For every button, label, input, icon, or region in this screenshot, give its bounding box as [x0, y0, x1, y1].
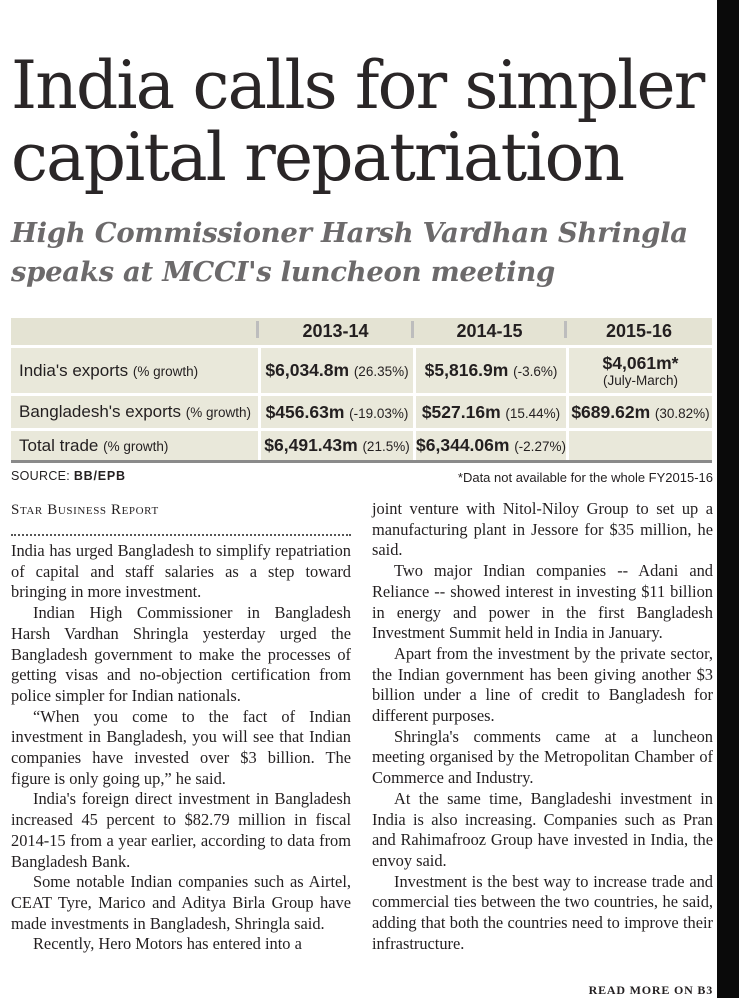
paragraph: At the same time, Bangladeshi investment in India is also increasing. Companies such as Pran and Rahimafrooz Group have invested in India, the envoy said. — [372, 788, 713, 870]
table-row — [11, 393, 712, 428]
table-header-row — [11, 318, 712, 345]
paragraph: “When you come to the fact of Indian investment in Bangladesh, you will see that Indian companies have invested over $3 billion. The figure is only going up,” he said. — [11, 706, 351, 788]
paragraph: Apart from the investment by the private sector, the Indian government has been giving another $3 billion under a line of credit to Bangladesh for different purposes. — [372, 643, 713, 726]
table-footnote: *Data not available for the whole FY2015-16 — [457, 470, 713, 485]
read-more-link[interactable]: READ MORE ON B3 — [588, 983, 713, 997]
source-credit: SOURCE: BB/EPB — [11, 469, 126, 483]
paragraph: Some notable Indian companies such as Airtel, CEAT Tyre, Marico and Aditya Birla Group have made investments in Bangladesh, Shringla said. — [11, 872, 351, 933]
table-cell: $5,816.9m (-3.6%) — [413, 345, 566, 393]
headline: India calls for simpler capital repatriation — [11, 47, 704, 196]
table-cell — [566, 428, 712, 460]
paragraph: Two major Indian companies -- Adani and Reliance -- showed interest in investing $11 billion in energy and power in the first Bangladesh Investment Summit held in India in January. — [372, 561, 713, 643]
paragraph: Investment is the best way to increase trade and commercial ties between the two countries, he said, adding that both the countries need to improve their infrastructure. — [372, 871, 713, 953]
paragraph: India's foreign direct investment in Bangladesh increased 45 percent to $82.79 million in fiscal 2014-15 from a year earlier, according to data from Bangladesh Bank. — [11, 789, 351, 871]
subheadline: High Commissioner Harsh Vardhan Shringla speaks at MCCI's luncheon meeting — [11, 217, 688, 288]
table-cell: $6,034.8m (26.35%) — [258, 345, 413, 393]
row-label: Bangladesh's exports (% growth) — [11, 393, 258, 428]
table-cell: $456.63m (-19.03%) — [258, 393, 413, 428]
row-label: India's exports (% growth) — [11, 345, 258, 393]
table-cell: $6,344.06m (-2.27%) — [413, 428, 566, 460]
paragraph: Recently, Hero Motors has entered into a — [33, 934, 302, 954]
table-corner — [11, 318, 258, 345]
paragraph: joint venture with Nitol-Niloy Group to set up a manufacturing plant in Jessore for $35 million, he said. — [372, 499, 713, 560]
byline-divider — [11, 534, 351, 536]
table-cell: $527.16m (15.44%) — [413, 393, 566, 428]
paragraph: India has urged Bangladesh to simplify repatriation of capital and staff salaries as a step toward bringing in more investment. — [11, 541, 351, 602]
article-column-1 — [11, 541, 351, 955]
byline: Star Business Report — [11, 502, 159, 518]
table-cell: $6,491.43m (21.5%) — [258, 428, 413, 460]
table-bottom-rule — [11, 460, 712, 463]
table-row — [11, 345, 712, 393]
table-row — [11, 428, 712, 460]
article-column-2 — [372, 499, 713, 954]
year-header: 2014-15 — [413, 318, 566, 345]
row-label: Total trade (% growth) — [11, 428, 258, 460]
table-cell: $4,061m* (July-March) — [566, 345, 712, 393]
year-header: 2015-16 — [566, 318, 712, 345]
year-header: 2013-14 — [258, 318, 413, 345]
page-edge-bar — [717, 0, 739, 998]
table-cell: $689.62m (30.82%) — [566, 393, 712, 428]
trade-table — [11, 318, 712, 463]
paragraph: Shringla's comments came at a luncheon meeting organised by the Metropolitan Chamber of Commerce and Industry. — [372, 726, 713, 788]
paragraph: Indian High Commissioner in Bangladesh Harsh Vardhan Shringla yesterday urged the Bangladesh government to make the processes of getting visas and no-objection certification from police simpler for Indian nationals. — [11, 603, 351, 705]
